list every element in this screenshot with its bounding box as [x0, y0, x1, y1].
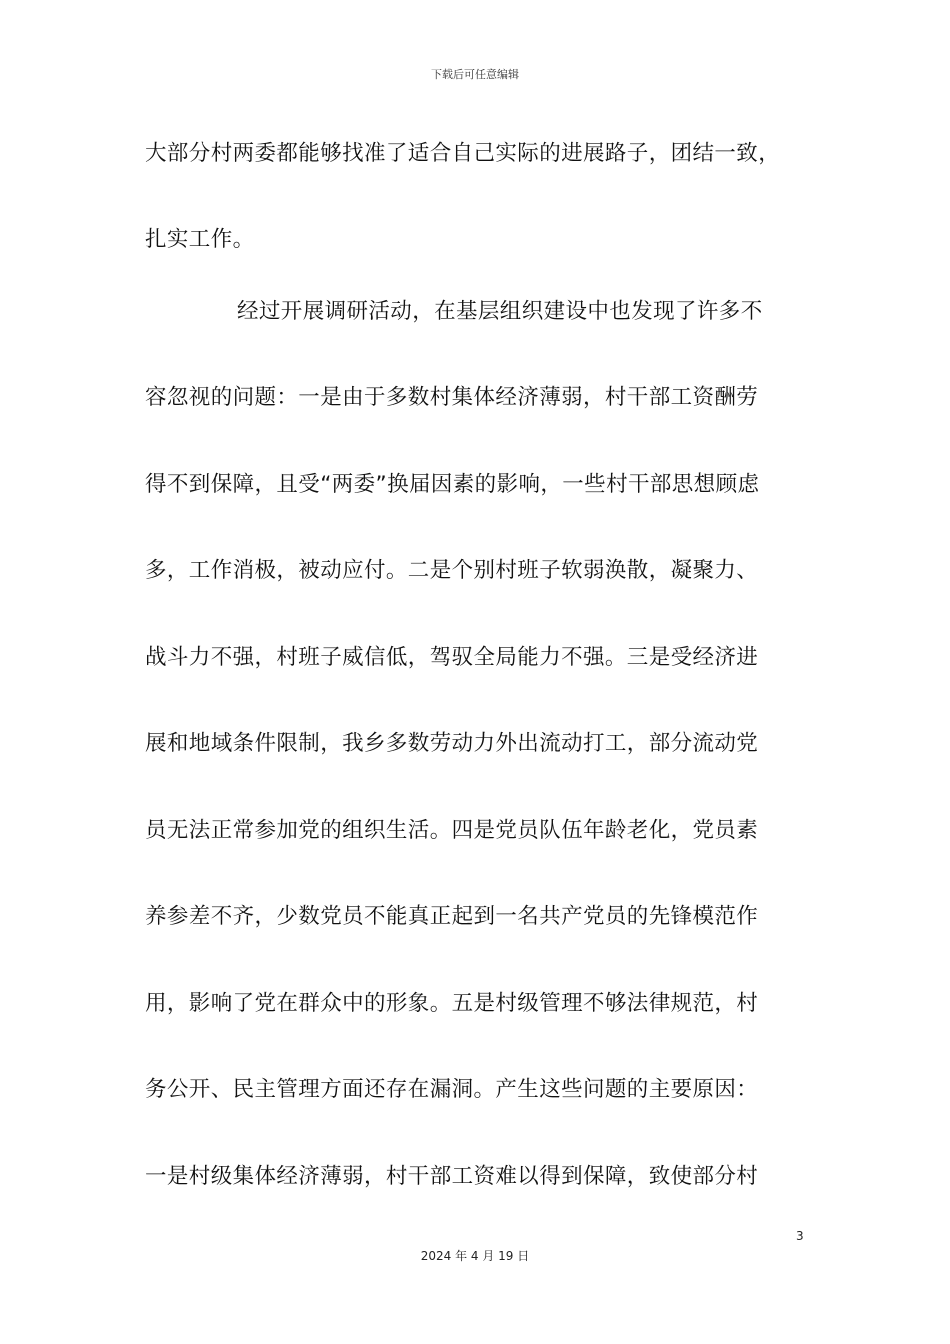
- page-header: 下载后可任意编辑: [431, 68, 519, 81]
- body-line-1: 大部分村两委都能够找准了适合自己实际的进展路子，团结一致，: [145, 141, 781, 166]
- page-number: 3: [796, 1229, 804, 1243]
- body-line-11: 用，影响了党在群众中的形象。五是村级管理不够法律规范，村: [145, 991, 759, 1016]
- body-line-6: 多，工作消极，被动应付。二是个别村班子软弱涣散，凝聚力、: [145, 558, 759, 583]
- body-line-4: 容忽视的问题：一是由于多数村集体经济薄弱，村干部工资酬劳: [145, 385, 759, 410]
- body-line-12: 务公开、民主管理方面还存在漏洞。产生这些问题的主要原因：: [145, 1077, 759, 1102]
- body-line-8: 展和地域条件限制，我乡多数劳动力外出流动打工，部分流动党: [145, 731, 759, 756]
- body-line-5: 得不到保障，且受“两委”换届因素的影响，一些村干部思想顾虑: [145, 472, 760, 497]
- body-line-9: 员无法正常参加党的组织生活。四是党员队伍年龄老化，党员素: [145, 818, 759, 843]
- body-line-7: 战斗力不强，村班子威信低，驾驭全局能力不强。三是受经济进: [145, 645, 759, 670]
- body-line-2: 扎实工作。: [145, 227, 255, 252]
- body-line-10: 养参差不齐，少数党员不能真正起到一名共产党员的先锋模范作: [145, 904, 759, 929]
- body-line-13: 一是村级集体经济薄弱，村干部工资难以得到保障，致使部分村: [145, 1164, 759, 1189]
- page-footer-date: 2024 年 4 月 19 日: [420, 1249, 530, 1263]
- body-line-3-indented: 经过开展调研活动，在基层组织建设中也发现了许多不: [237, 299, 763, 324]
